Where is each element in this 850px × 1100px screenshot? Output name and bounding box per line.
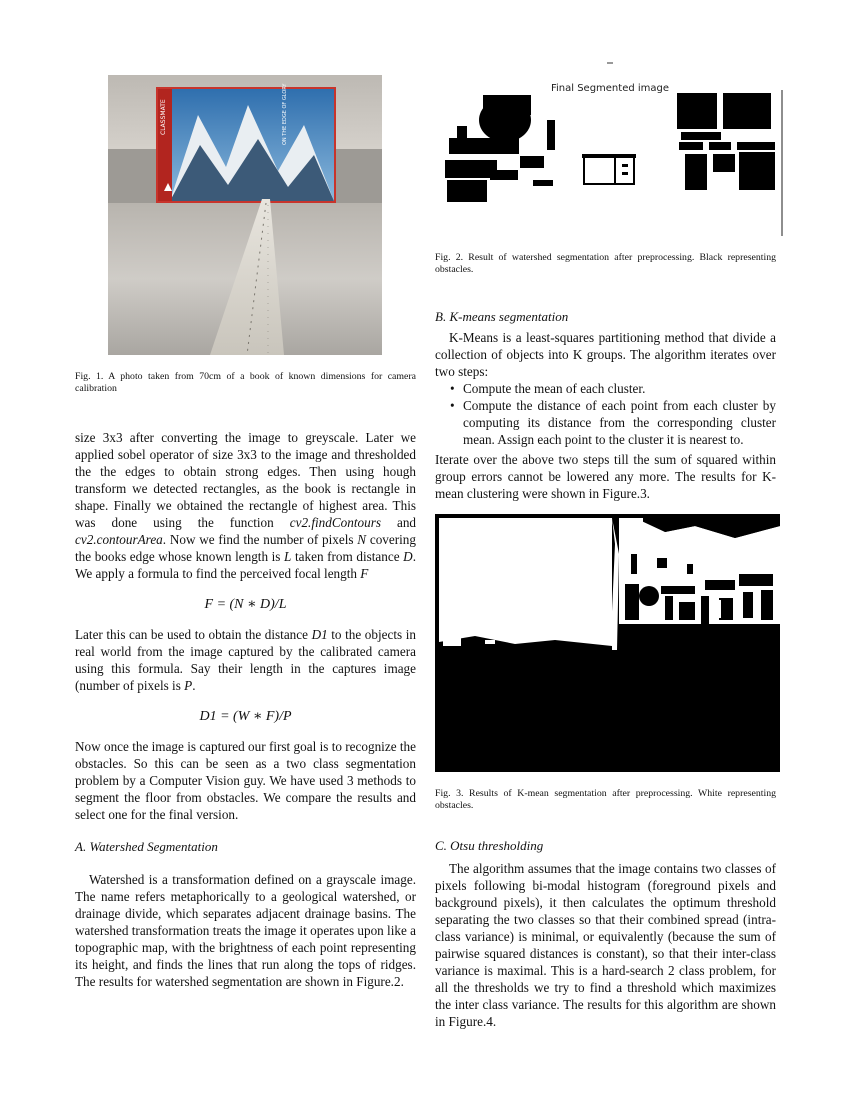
section-otsu-heading: C. Otsu thresholding xyxy=(435,838,544,853)
figure-3-caption: Fig. 3. Results of K-mean segmentation after preprocessing. White representing obstacles. xyxy=(435,788,776,811)
paragraph-calibration: size 3x3 after converting the image to greyscale. Later we applied sobel operator of size 3x3 to the image and thresholded the the edges to obtain strong edges. Then using hough transform we detected rectangles, as the book is rectangle in shape. Finally we obtained the rectangle of highest area. This was done using the function cv2.findContours and cv2.contourArea. Now we find the number of pixels N covering the books edge whose known length is L taken from distance D. We apply a formula to find the perceived focal length F xyxy=(75,430,417,581)
book-spine-text: CLASSMATE xyxy=(160,99,167,135)
paragraph-watershed: Watershed is a transformation defined on a grayscale image. The name refers metaphorically to a geological watershed, or drainage divide, which separates adjacent drainage basins. The watershed transformation treats the image it operates upon like a topographic map, with the brightness of each point representing its height, and finds the lines that run along the tops of ridges. The results for watershed segmentation are shown in Figure.2. xyxy=(75,872,416,989)
book-title-text: ON THE EDGE OF GLORY xyxy=(282,83,288,145)
figure-3-kmeans xyxy=(435,514,780,772)
paragraph-obstacles: Now once the image is captured our first goal is to recognize the obstacles. So this can be seen as a two class segmentation problem by a Computer Vision guy. We have used 3 methods to segment the floor from obstacles. We compare the results and select one for the final version. xyxy=(75,739,416,822)
right-column-lower xyxy=(435,838,776,1030)
equation-focal-length: F = (N ∗ D)/L xyxy=(204,597,287,612)
paragraph-kmeans-intro: K-Means is a least-squares partitioning method that divide a collection of objects into K groups. The algorithm iterates over two steps: xyxy=(435,330,776,379)
figure-1-photo xyxy=(108,75,382,355)
figure-1-caption: Fig. 1. A photo taken from 70cm of a book of known dimensions for camera calibration xyxy=(75,371,416,394)
figure-2-caption: Fig. 2. Result of watershed segmentation after preprocessing. Black representing obstacles. xyxy=(435,252,776,275)
kmeans-result-image xyxy=(435,514,780,772)
section-kmeans-heading: B. K-means segmentation xyxy=(435,309,569,324)
paragraph-distance: Later this can be used to obtain the distance D1 to the objects in real world from the image captured by the calibrated camera using this formula. Say their length in the captures image (number of pixels is P. xyxy=(75,627,416,693)
paragraph-kmeans-result: Iterate over the above two steps till the sum of squared within group errors cannot be lowered any more. The results for K-mean clustering were shown in Figure.3. xyxy=(435,452,776,501)
right-column-upper xyxy=(435,309,776,502)
left-column xyxy=(75,429,416,990)
list-item: • Compute the mean of each cluster. xyxy=(450,381,646,396)
list-item: • Compute the distance of each point from each cluster by computing its distance from the corresponding cluster mean. Assign each point to the cluster it is nearest to. xyxy=(450,398,776,447)
watershed-result-image xyxy=(435,60,785,238)
calibration-photo xyxy=(108,75,382,355)
equation-distance: D1 = (W ∗ F)/P xyxy=(199,709,292,724)
kmeans-steps-list xyxy=(435,380,776,448)
figure-2-watershed xyxy=(435,60,785,238)
figure-2-title: Final Segmented image xyxy=(550,83,670,94)
section-watershed-heading: A. Watershed Segmentation xyxy=(75,839,218,854)
paragraph-otsu: The algorithm assumes that the image contains two classes of pixels following bi-modal histogram (foreground pixels and background pixels), it then calculates the optimum threshold separating the two classes so that their combined spread (intra-class variance) is minimal, or equivalently (because the sum of pairwise squared distances is constant), so that their inter-class variance is maximal. This is a hard-search 2 class problem, for all the thresholds we try to find a threshold which maximizes the inter class variance. The results for this algorithm are shown in Figure.4. xyxy=(435,861,776,1029)
